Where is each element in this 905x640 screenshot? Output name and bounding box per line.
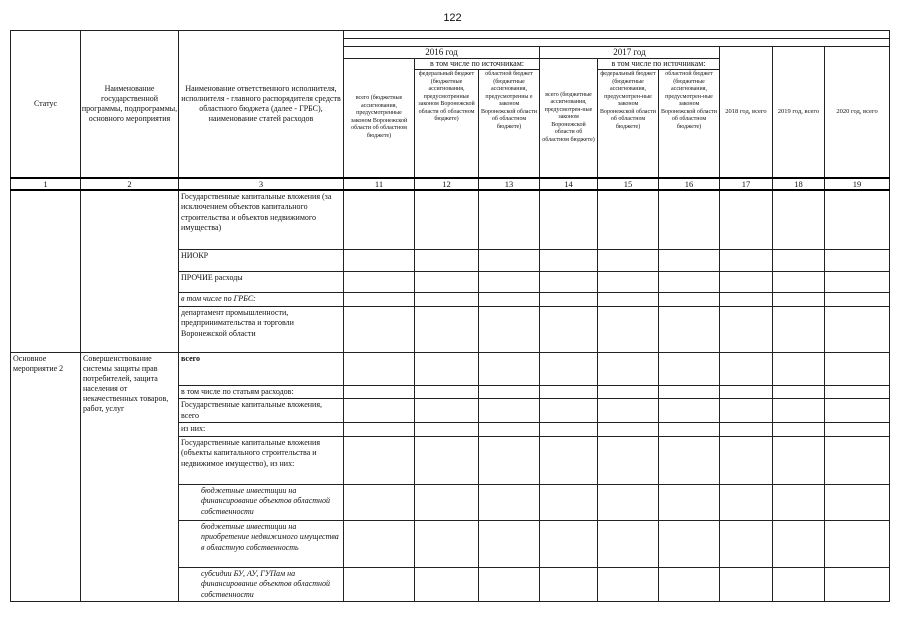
header-2020: 2020 год, всего: [825, 47, 890, 178]
value-cell: [415, 567, 479, 602]
header-executor: Наименование ответственного исполнителя, исполнителя - главного распорядителя средств областного бюджета (далее - ГРБС), наименование статей расходов: [179, 31, 344, 178]
expense-label: бюджетные инвестиции на приобретение недвижимого имущества в областную собственность: [179, 520, 344, 567]
expense-label: субсидии БУ, АУ, ГУПам на финансирование объектов областной собственности: [179, 567, 344, 602]
value-cell: [773, 352, 825, 385]
value-cell: [540, 272, 598, 293]
value-cell: [659, 423, 720, 437]
header-regional-2017: областной бюджет (бюджетные ассигнования, предусмотрен-ные законом Воронежской области об областном бюджете): [659, 70, 720, 178]
value-cell: [659, 272, 720, 293]
value-cell: [415, 306, 479, 352]
col-num: 16: [659, 178, 720, 190]
value-cell: [479, 423, 540, 437]
value-cell: [720, 250, 773, 272]
col-num: 3: [179, 178, 344, 190]
value-cell: [773, 520, 825, 567]
value-cell: [540, 567, 598, 602]
header-sources-2016: в том числе по источникам:: [415, 59, 540, 70]
value-cell: [659, 352, 720, 385]
col-num: 19: [825, 178, 890, 190]
value-cell: [659, 484, 720, 520]
value-cell: [415, 352, 479, 385]
value-cell: [825, 436, 890, 484]
value-cell: [825, 385, 890, 399]
value-cell: [415, 190, 479, 250]
value-cell: [344, 520, 415, 567]
value-cell: [720, 567, 773, 602]
value-cell: [415, 484, 479, 520]
header-total-2016: всего (бюджетные ассигнования, предусмотренные законом Воронежской области об областном бюджете): [344, 59, 415, 178]
expense-label: всего: [179, 352, 344, 385]
value-cell: [479, 399, 540, 423]
value-cell: [598, 250, 659, 272]
value-cell: [598, 272, 659, 293]
value-cell: [598, 423, 659, 437]
value-cell: [479, 385, 540, 399]
value-cell: [344, 306, 415, 352]
expense-label: в том числе по ГРБС:: [179, 293, 344, 307]
value-cell: [479, 293, 540, 307]
value-cell: [773, 250, 825, 272]
value-cell: [479, 250, 540, 272]
header-sources-2017: в том числе по источникам:: [598, 59, 720, 70]
status-cell: [11, 190, 81, 353]
table-row: [11, 352, 890, 385]
value-cell: [773, 385, 825, 399]
value-cell: [720, 385, 773, 399]
value-cell: [825, 567, 890, 602]
value-cell: [479, 484, 540, 520]
value-cell: [659, 385, 720, 399]
expense-label: НИОКР: [179, 250, 344, 272]
value-cell: [540, 190, 598, 250]
budget-table: [10, 30, 890, 602]
header-top-blank: [344, 31, 890, 39]
expense-label: Государственные капитальные вложения (объекты капитального строительства и недвижимое имущество), из них:: [179, 436, 344, 484]
header-year-2017: 2017 год: [540, 47, 720, 59]
col-num: 1: [11, 178, 81, 190]
value-cell: [825, 399, 890, 423]
value-cell: [479, 190, 540, 250]
value-cell: [659, 567, 720, 602]
value-cell: [540, 293, 598, 307]
value-cell: [598, 306, 659, 352]
value-cell: [825, 272, 890, 293]
value-cell: [720, 352, 773, 385]
value-cell: [479, 436, 540, 484]
value-cell: [720, 293, 773, 307]
expense-label: ПРОЧИЕ расходы: [179, 272, 344, 293]
value-cell: [825, 352, 890, 385]
value-cell: [479, 567, 540, 602]
header-program-name: Наименование государственной программы, подпрограммы, основного мероприятия: [81, 31, 179, 178]
value-cell: [659, 520, 720, 567]
value-cell: [720, 306, 773, 352]
value-cell: [344, 250, 415, 272]
value-cell: [659, 399, 720, 423]
value-cell: [720, 484, 773, 520]
column-number-row: [11, 178, 890, 190]
value-cell: [825, 423, 890, 437]
value-cell: [720, 436, 773, 484]
value-cell: [659, 250, 720, 272]
value-cell: [598, 399, 659, 423]
expense-label: Государственные капитальные вложения (за исключением объектов капитального строительства и объектов недвижимого имущества): [179, 190, 344, 250]
value-cell: [773, 567, 825, 602]
value-cell: [415, 520, 479, 567]
value-cell: [773, 423, 825, 437]
col-num: 13: [479, 178, 540, 190]
value-cell: [659, 436, 720, 484]
header-second-blank: [344, 39, 890, 47]
value-cell: [659, 306, 720, 352]
value-cell: [415, 272, 479, 293]
value-cell: [344, 293, 415, 307]
status-cell: Основное мероприятие 2: [11, 352, 81, 602]
page-number: 122: [443, 12, 462, 24]
value-cell: [773, 399, 825, 423]
value-cell: [415, 293, 479, 307]
value-cell: [540, 399, 598, 423]
header-federal-2016: федеральный бюджет (бюджетные ассигнования, предусмотренные законом Воронежской области об областном бюджете): [415, 70, 479, 178]
value-cell: [773, 436, 825, 484]
value-cell: [344, 567, 415, 602]
table-row: [11, 190, 890, 250]
value-cell: [825, 484, 890, 520]
program-cell: Совершенствование системы защиты прав потребителей, защита населения от некачественных товаров, работ, услуг: [81, 352, 179, 602]
value-cell: [540, 423, 598, 437]
value-cell: [415, 250, 479, 272]
value-cell: [598, 436, 659, 484]
expense-label: Государственные капитальные вложения, всего: [179, 399, 344, 423]
value-cell: [825, 293, 890, 307]
program-cell: [81, 190, 179, 353]
value-cell: [598, 484, 659, 520]
value-cell: [773, 293, 825, 307]
value-cell: [479, 306, 540, 352]
value-cell: [773, 190, 825, 250]
value-cell: [825, 250, 890, 272]
value-cell: [479, 272, 540, 293]
value-cell: [720, 272, 773, 293]
value-cell: [598, 385, 659, 399]
value-cell: [540, 385, 598, 399]
value-cell: [720, 190, 773, 250]
value-cell: [415, 423, 479, 437]
value-cell: [659, 190, 720, 250]
col-num: 2: [81, 178, 179, 190]
col-num: 15: [598, 178, 659, 190]
header-status: Статус: [11, 31, 81, 178]
value-cell: [344, 352, 415, 385]
value-cell: [773, 306, 825, 352]
value-cell: [479, 352, 540, 385]
value-cell: [540, 436, 598, 484]
expense-label: бюджетные инвестиции на финансирование объектов областной собственности: [179, 484, 344, 520]
value-cell: [773, 484, 825, 520]
value-cell: [598, 190, 659, 250]
value-cell: [344, 399, 415, 423]
value-cell: [825, 306, 890, 352]
col-num: 12: [415, 178, 479, 190]
header-federal-2017: федеральный бюджет (бюджетные ассигнования, предусмотрен-ные законом Воронежской области об областном бюджете): [598, 70, 659, 178]
value-cell: [598, 352, 659, 385]
expense-label: в том числе по статьям расходов:: [179, 385, 344, 399]
value-cell: [344, 484, 415, 520]
value-cell: [540, 520, 598, 567]
header-total-2017: всего (бюджетные ассигнования, предусмотрен-ные законом Воронежской области об областном бюджете): [540, 59, 598, 178]
value-cell: [825, 520, 890, 567]
expense-label: из них:: [179, 423, 344, 437]
header-2019: 2019 год, всего: [773, 47, 825, 178]
value-cell: [540, 250, 598, 272]
value-cell: [415, 385, 479, 399]
expense-label: департамент промышленности, предпринимательства и торговли Воронежской области: [179, 306, 344, 352]
value-cell: [344, 190, 415, 250]
value-cell: [415, 436, 479, 484]
header-2018: 2018 год, всего: [720, 47, 773, 178]
value-cell: [540, 352, 598, 385]
value-cell: [344, 423, 415, 437]
header-year-2016: 2016 год: [344, 47, 540, 59]
value-cell: [598, 567, 659, 602]
value-cell: [825, 190, 890, 250]
col-num: 17: [720, 178, 773, 190]
value-cell: [479, 520, 540, 567]
value-cell: [598, 293, 659, 307]
col-num: 11: [344, 178, 415, 190]
value-cell: [344, 436, 415, 484]
value-cell: [344, 272, 415, 293]
value-cell: [344, 385, 415, 399]
col-num: 14: [540, 178, 598, 190]
value-cell: [720, 423, 773, 437]
value-cell: [540, 306, 598, 352]
value-cell: [598, 520, 659, 567]
value-cell: [415, 399, 479, 423]
col-num: 18: [773, 178, 825, 190]
value-cell: [659, 293, 720, 307]
header-regional-2016: областной бюджет (бюджетные ассигнования, предусмотренны е законом Воронежской области об областном бюджете): [479, 70, 540, 178]
value-cell: [773, 272, 825, 293]
value-cell: [720, 520, 773, 567]
value-cell: [720, 399, 773, 423]
value-cell: [540, 484, 598, 520]
